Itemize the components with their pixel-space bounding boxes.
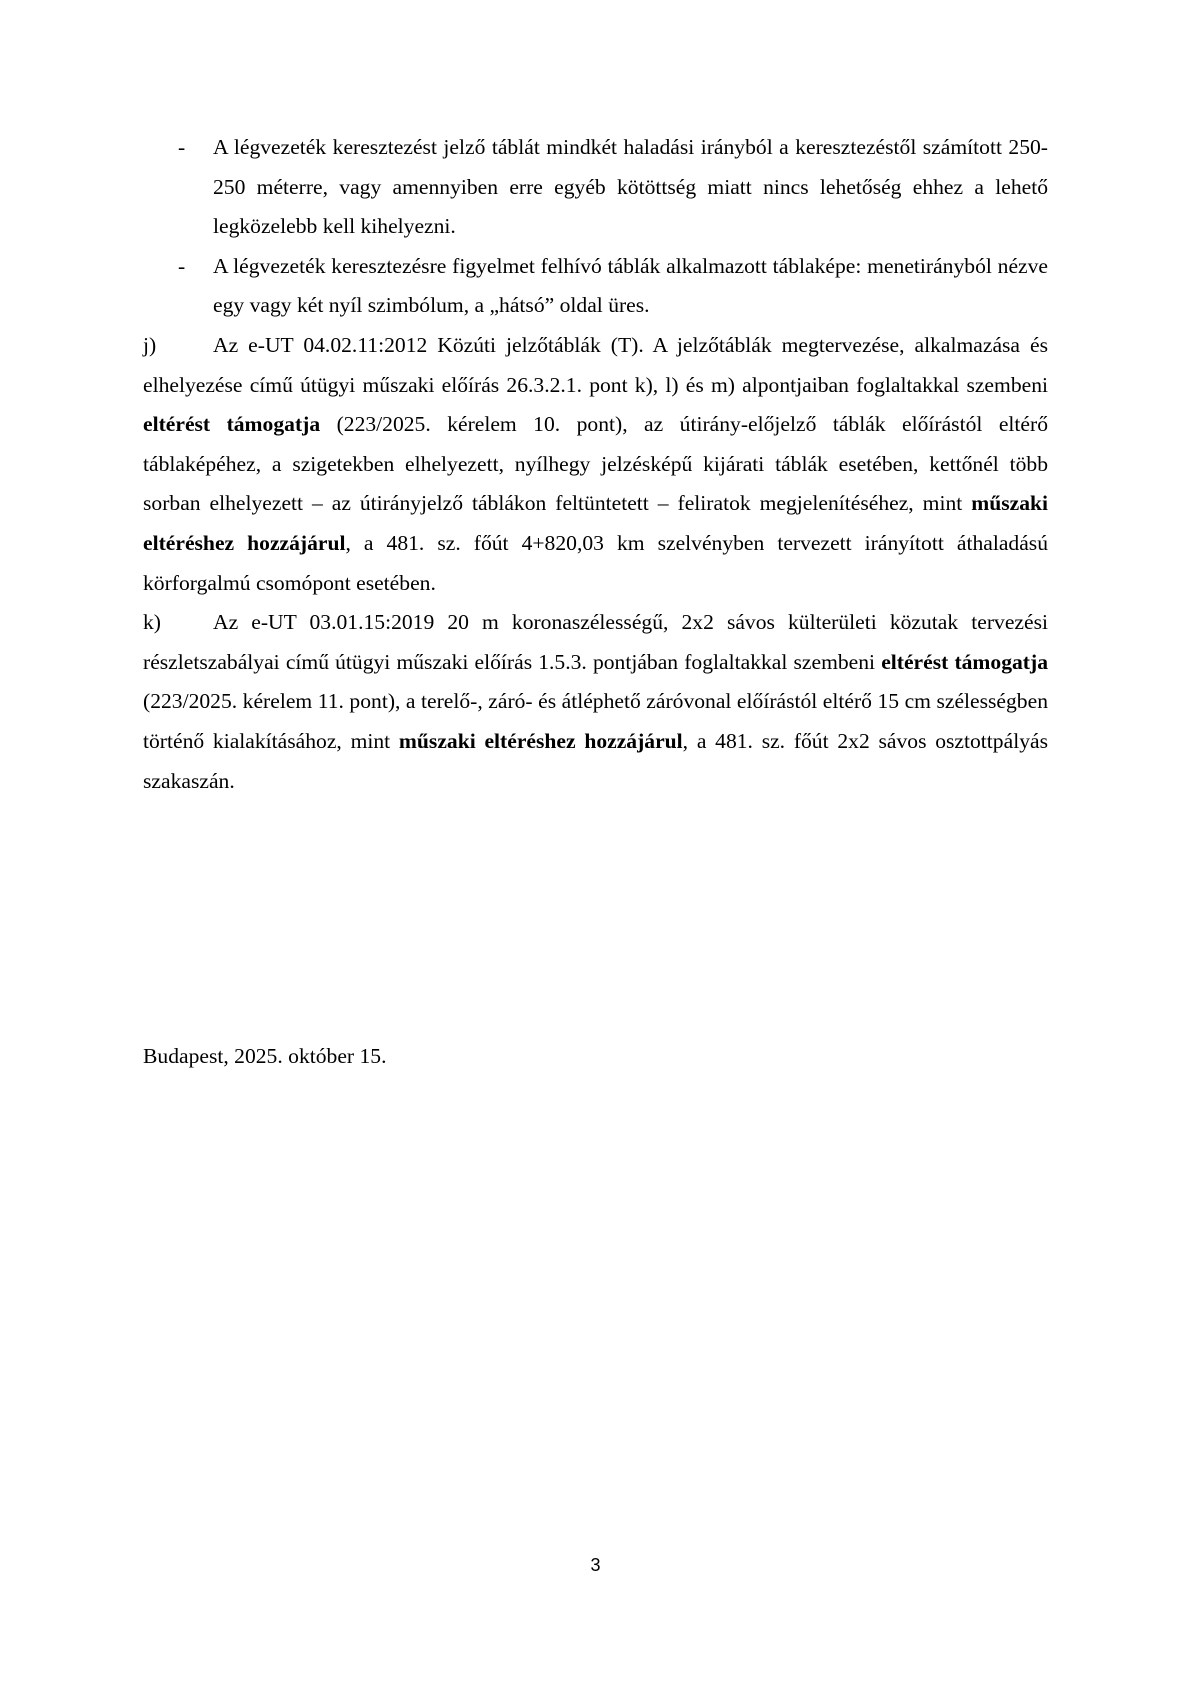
paragraph-text: (223/2025. kérelem 11. pont), a terelő-, záró- és átléphető záróvonal előírástól eltérő 15 cm szélességben történő kialakításához, mint (143, 689, 1048, 753)
emphasis-text: eltérést támogatja (143, 412, 321, 437)
paragraph-text: , a 481. sz. főút 2x2 sávos osztottpályás szakaszán. (143, 728, 1048, 793)
bullet-text: A légvezeték keresztezést jelző táblát mindkét haladási irányból a keresztezéstől számított 250-250 méterre, vagy amennyiben erre egyéb kötöttség miatt nincs lehetőség ehhez a lehető legközelebb kell kihelyezni. (213, 135, 1048, 239)
emphasis-text: műszaki eltéréshez hozzájárul (143, 491, 1048, 555)
paragraph-text: , a 481. sz. főút 4+820,03 km szelvényben tervezett irányított áthaladású körforgalmú csomópont esetében. (143, 530, 1048, 595)
paragraph-text: (223/2025. kérelem 10. pont), az útirány-előjelző táblák előírástól eltérő táblaképéhez, a szigetekben elhelyezett, nyílhegy jelzésképű kijárati táblák esetében, kettőnél több sorban elhelyezett – az útirányjelző táblákon feltüntetett – feliratok megjelenítéséhez, mint (143, 412, 1048, 516)
bullet-marker: - (178, 135, 186, 159)
bullet-item (143, 247, 1048, 326)
paragraph-label: j) (143, 332, 157, 357)
paragraph-k (143, 603, 1048, 801)
emphasis-text: műszaki eltéréshez hozzájárul (398, 728, 683, 753)
bullet-item (143, 128, 1048, 247)
paragraph-text: Az e-UT 04.02.11:2012 Közúti jelzőtáblák (T). A jelzőtáblák megtervezése, alkalmazása és elhelyezése című útügyi műszaki előírás 26.3.2.1. pont k), l) és m) alpontjaiban foglaltakkal szembeni (143, 332, 1048, 397)
place-and-date: Budapest, 2025. október 15. (143, 1044, 387, 1068)
paragraph-text: Az e-UT 03.01.15:2019 20 m koronaszélességű, 2x2 sávos külterületi közutak tervezési részletszabályai című útügyi műszaki előírás 1.5.3. pontjában foglaltakkal szembeni (143, 610, 1048, 674)
bullet-marker: - (178, 253, 186, 278)
bullet-text: A légvezeték keresztezésre figyelmet felhívó táblák alkalmazott táblaképe: menetirányból nézve egy vagy két nyíl szimbólum, a „hátsó” oldal üres. (213, 253, 1048, 318)
paragraph-j (143, 326, 1048, 603)
page-number: 3 (590, 1555, 601, 1575)
emphasis-text: eltérést támogatja (881, 649, 1048, 674)
document-body (143, 128, 1048, 801)
paragraph-label: k) (143, 610, 161, 635)
